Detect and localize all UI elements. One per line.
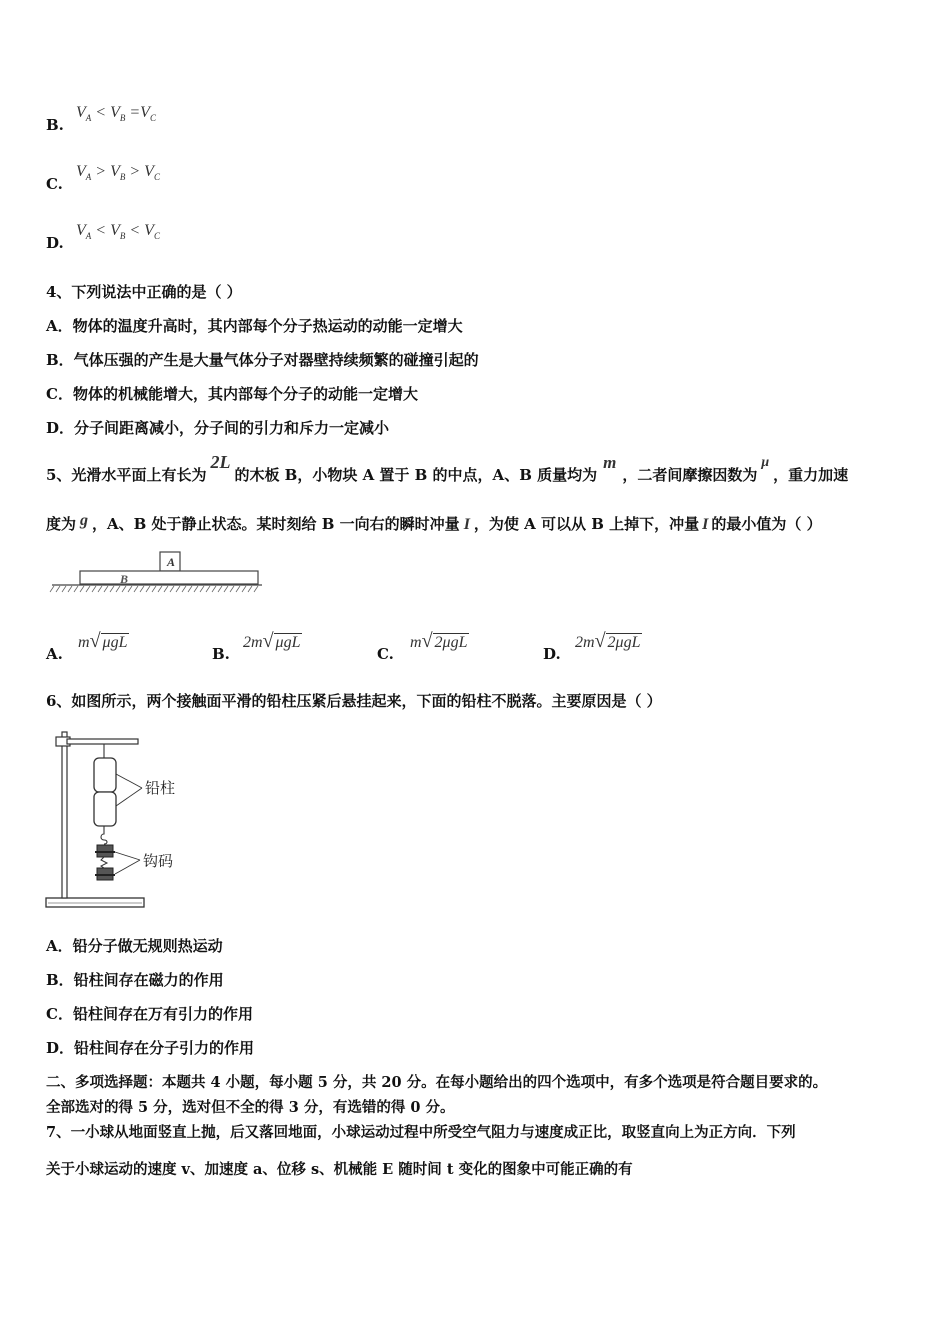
q3-option-b-formula: $V_A < V_B =V_C$	[76, 104, 156, 124]
q4-stem: 4、下列说法中正确的是（ ）	[46, 283, 242, 301]
q3-option-b-letter: B.	[46, 116, 64, 134]
q3-option-c-formula: $V_A > V_B > V_C$	[76, 163, 160, 183]
q5-figure-label-b: B	[120, 572, 129, 586]
q6-stem: 6、如图所示，两个接触面平滑的铅柱压紧后悬挂起来，下面的铅柱不脱落。主要原因是（ ）	[46, 692, 662, 710]
q5-var-m: m	[603, 453, 617, 472]
q5-figure-plank	[48, 548, 264, 594]
q5-option-a-formula: m√ μgL	[78, 630, 128, 652]
q6-option-b: B．铅柱间存在磁力的作用	[46, 971, 224, 989]
q7-stem-line2: 关于小球运动的速度 v、加速度 a、位移 s、机械能 E 随时间 t 变化的图象中可能正确的有	[46, 1161, 633, 1178]
q5-stem-line1: 5、光滑水平面上有长为2L的木板 B，小物块 A 置于 B 的中点，A、B 质量均为m，二者间摩擦因数为μ，重力加速	[46, 452, 849, 484]
q6-option-a: A．铅分子做无规则热运动	[46, 937, 223, 955]
q5-option-c-formula: m√ 2μgL	[410, 630, 468, 652]
q4-option-d: D．分子间距离减小，分子间的引力和斥力一定减小	[46, 419, 390, 437]
section-2-line1: 二、多项选择题：本题共 4 小题，每小题 5 分，共 20 分。在每小题给出的四个选项中，有多个选项是符合题目要求的。	[46, 1074, 828, 1091]
q6-option-c: C．铅柱间存在万有引力的作用	[46, 1005, 253, 1023]
q4-option-b: B．气体压强的产生是大量气体分子对器壁持续频繁的碰撞引起的	[46, 351, 479, 369]
q5-var-g: g	[80, 512, 89, 529]
q5-option-b-formula: 2m√ μgL	[243, 630, 301, 652]
q7-stem-line1: 7、一小球从地面竖直上抛，后又落回地面，小球运动过程中所受空气阻力与速度成正比，取竖直向上为正方向．下列	[46, 1124, 796, 1141]
q5-option-d-formula: 2m√ 2μgL	[575, 630, 641, 652]
q4-option-a: A．物体的温度升高时，其内部每个分子热运动的动能一定增大	[46, 317, 463, 335]
section-2-line2: 全部选对的得 5 分，选对但不全的得 3 分，有选错的得 0 分。	[46, 1099, 455, 1116]
q6-figure-label-lead: 铅柱	[145, 779, 176, 797]
q5-var-2l: 2L	[210, 452, 231, 472]
q3-option-d-formula: $V_A < V_B < V_C$	[76, 222, 160, 242]
q5-var-i2: I	[702, 516, 709, 533]
q6-figure-lead-cylinders	[44, 726, 204, 912]
q4-option-c: C．物体的机械能增大，其内部每个分子的动能一定增大	[46, 385, 418, 403]
q6-option-d: D．铅柱间存在分子引力的作用	[46, 1039, 255, 1057]
q3-option-c-letter: C.	[46, 175, 63, 193]
q3-option-d-letter: D.	[46, 234, 64, 252]
q5-option-b-letter: B.	[212, 645, 230, 663]
q5-var-i: I	[463, 516, 470, 533]
q5-option-d-letter: D.	[543, 645, 561, 663]
q5-var-mu: μ	[761, 455, 770, 470]
q5-option-a-letter: A.	[46, 645, 63, 663]
q5-option-c-letter: C.	[377, 645, 394, 663]
q6-figure-label-weight: 钩码	[143, 852, 174, 870]
q5-stem-line2: 度为 g ，A、B 处于静止状态。某时刻给 B 一向右的瞬时冲量 I ，为使 A 可以从 B 上掉下，冲量 I 的最小值为（ ）	[46, 512, 822, 533]
q5-figure-label-a: A	[167, 555, 176, 569]
